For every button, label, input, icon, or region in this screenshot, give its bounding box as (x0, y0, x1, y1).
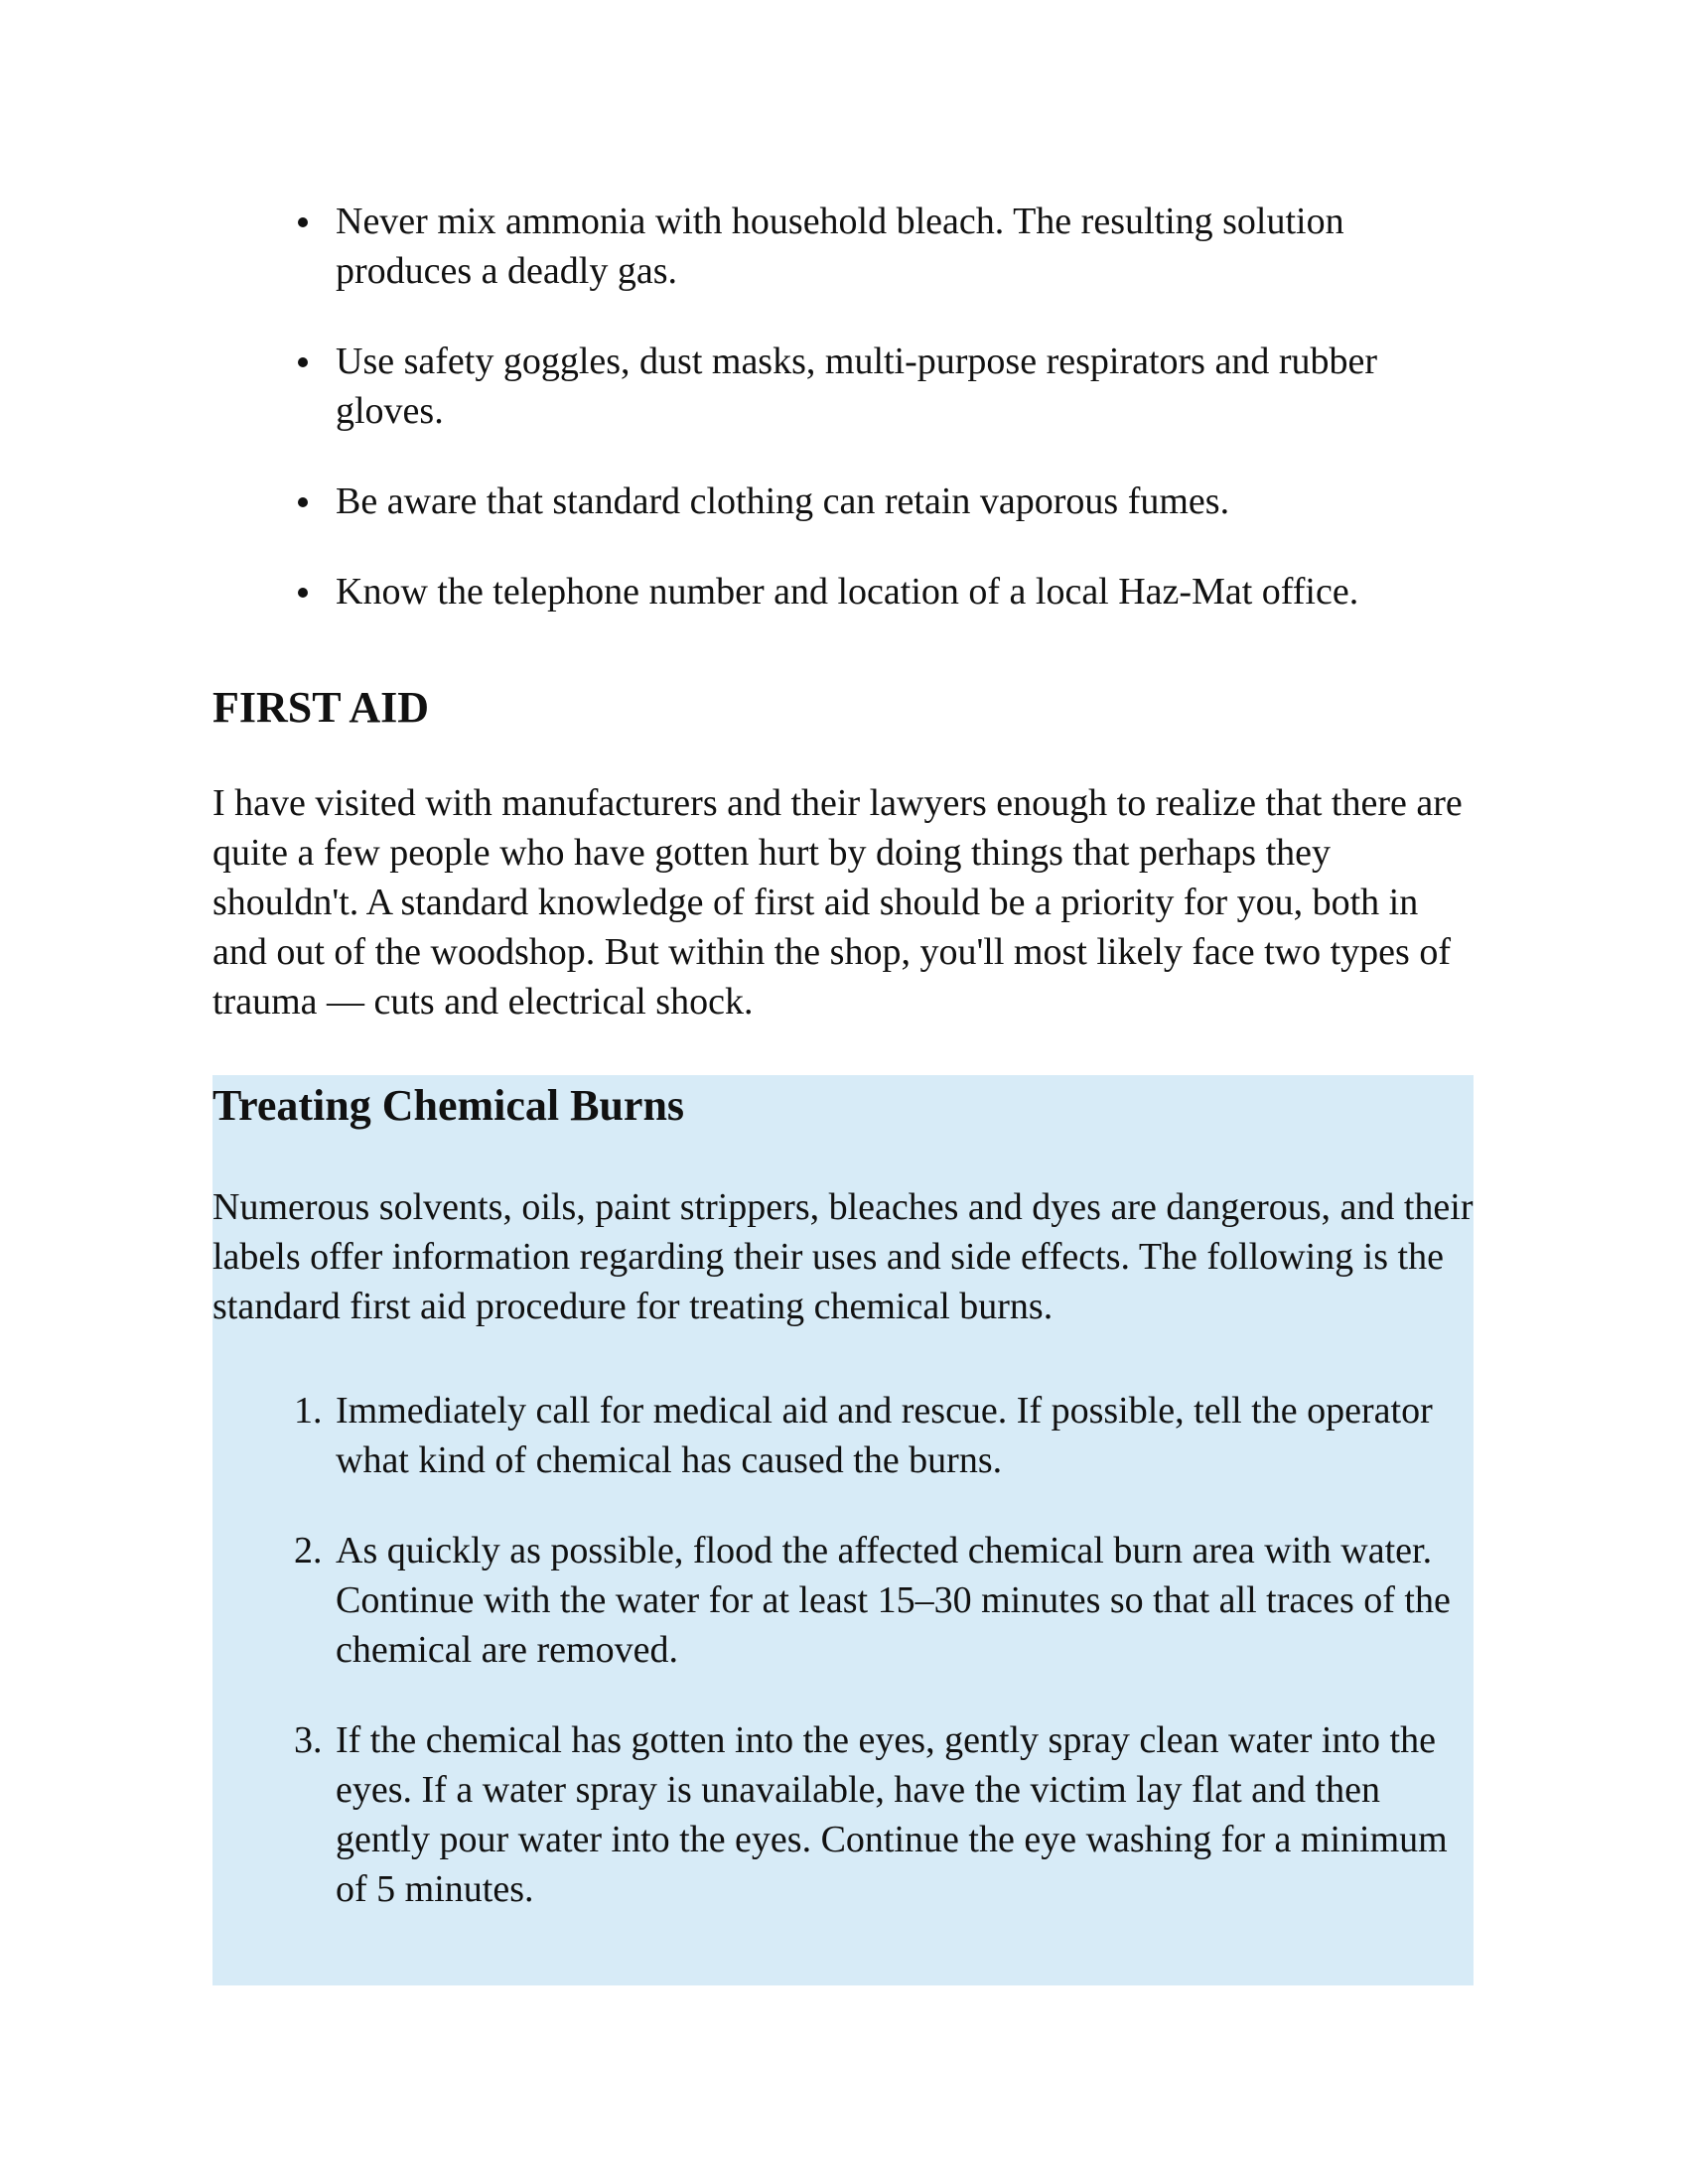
bullet-item (212, 337, 1474, 436)
safety-bullet-list (212, 197, 1474, 616)
bullet-dot-icon (298, 217, 308, 227)
chemical-burns-heading: Treating Chemical Burns (212, 1081, 685, 1130)
main-content (212, 197, 1474, 1026)
bullet-dot-icon (298, 588, 308, 598)
step-number: 2. (294, 1530, 323, 1571)
bullet-text: Know the telephone number and location of a local Haz-Mat office. (336, 571, 1359, 613)
step-item (212, 1386, 1474, 1485)
step-number: 3. (294, 1719, 323, 1761)
bullet-item (212, 477, 1474, 526)
step-number: 1. (294, 1390, 323, 1432)
step-item (212, 1526, 1474, 1675)
bullet-dot-icon (298, 497, 308, 507)
step-text: If the chemical has gotten into the eyes, gently spray clean water into the eyes. If a water spray is unavailable, have the victim lay flat and then gently pour water into the eyes. Continue the eye washing for a minimum of 5 minutes. (336, 1719, 1448, 1910)
step-item (212, 1715, 1474, 1914)
step-text: As quickly as possible, flood the affected chemical burn area with water. Continue with the water for at least 15–30 minutes so that all traces of the chemical are removed. (336, 1530, 1451, 1671)
bullet-dot-icon (298, 357, 308, 367)
step-text: Immediately call for medical aid and rescue. If possible, tell the operator what kind of chemical has caused the burns. (336, 1390, 1433, 1481)
first-aid-heading: FIRST AID (212, 683, 430, 732)
chemical-burns-paragraph: Numerous solvents, oils, paint strippers, bleaches and dyes are dangerous, and their labels offer information regarding their uses and side effects. The following is the standard first aid procedure for treating chemical burns. (212, 1186, 1474, 1327)
bullet-text: Use safety goggles, dust masks, multi-purpose respirators and rubber gloves. (336, 341, 1378, 432)
chemical-burns-sidebar (212, 1075, 1474, 1985)
bullet-item (212, 197, 1474, 296)
bullet-text: Never mix ammonia with household bleach. The resulting solution produces a deadly gas. (336, 201, 1344, 292)
chemical-burns-steps (212, 1386, 1474, 1955)
bullet-item (212, 567, 1474, 616)
first-aid-paragraph: I have visited with manufacturers and their lawyers enough to realize that there are quite a few people who have gotten hurt by doing things that perhaps they shouldn't. A standard knowledge of first aid should be a priority for you, both in and out of the woodshop. But within the shop, you'll most likely face two types of trauma — cuts and electrical shock. (212, 782, 1463, 1023)
bullet-text: Be aware that standard clothing can retain vaporous fumes. (336, 480, 1230, 522)
